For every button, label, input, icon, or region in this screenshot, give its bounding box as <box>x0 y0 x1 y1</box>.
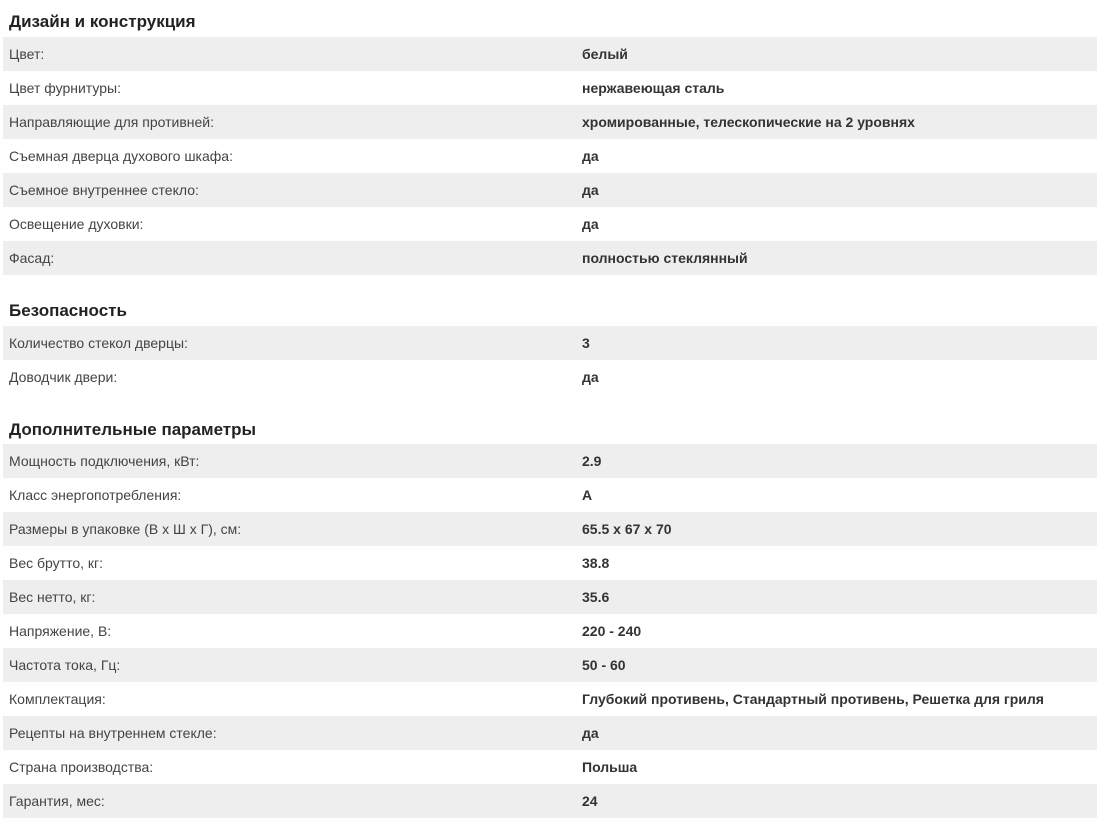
spec-label: Освещение духовки: <box>9 216 144 232</box>
spec-row <box>3 360 1097 394</box>
spec-row <box>3 546 1097 580</box>
spec-value: Глубокий противень, Стандартный противень, Решетка для гриля <box>582 691 1044 707</box>
spec-label: Доводчик двери: <box>9 369 118 385</box>
spec-label: Частота тока, Гц: <box>9 657 121 673</box>
spec-row <box>3 139 1097 173</box>
spec-value: A <box>582 487 593 503</box>
spec-row <box>3 512 1097 546</box>
spec-value: белый <box>582 46 628 62</box>
spec-label: Комплектация: <box>9 691 106 707</box>
spec-row <box>3 580 1097 614</box>
spec-label: Количество стекол дверцы: <box>9 335 188 351</box>
spec-row <box>3 241 1097 275</box>
spec-table-additional <box>3 444 1097 818</box>
spec-row <box>3 326 1097 360</box>
spec-value: Польша <box>582 759 638 775</box>
spec-row <box>3 716 1097 750</box>
spec-value: нержавеющая сталь <box>582 80 725 96</box>
spec-value: 50 - 60 <box>582 657 626 673</box>
spec-row <box>3 750 1097 784</box>
spec-value: 24 <box>582 793 598 809</box>
spec-row <box>3 37 1097 71</box>
spec-value: да <box>582 725 599 741</box>
spec-value: 3 <box>582 335 590 351</box>
section-title-design: Дизайн и конструкция <box>9 12 196 31</box>
spec-row <box>3 71 1097 105</box>
spec-row <box>3 207 1097 241</box>
spec-row <box>3 478 1097 512</box>
spec-label: Вес нетто, кг: <box>9 589 96 605</box>
spec-row <box>3 784 1097 818</box>
spec-row <box>3 682 1097 716</box>
spec-row <box>3 105 1097 139</box>
spec-label: Вес брутто, кг: <box>9 555 104 571</box>
spec-label: Гарантия, мес: <box>9 793 105 809</box>
spec-label: Класс энергопотребления: <box>9 487 182 503</box>
spec-row <box>3 614 1097 648</box>
spec-row <box>3 444 1097 478</box>
spec-value: 65.5 x 67 x 70 <box>582 521 672 537</box>
spec-table-design <box>3 37 1097 275</box>
spec-value: да <box>582 148 599 164</box>
spec-row <box>3 173 1097 207</box>
spec-value: да <box>582 369 599 385</box>
spec-label: Напряжение, В: <box>9 623 112 639</box>
spec-value: 38.8 <box>582 555 610 571</box>
spec-row <box>3 648 1097 682</box>
spec-label: Съемная дверца духового шкафа: <box>9 148 233 164</box>
section-title-safety: Безопасность <box>9 301 127 320</box>
spec-value: 220 - 240 <box>582 623 642 639</box>
spec-label: Съемное внутреннее стекло: <box>9 182 199 198</box>
spec-value: хромированные, телескопические на 2 уровнях <box>582 114 915 130</box>
spec-table-safety <box>3 326 1097 394</box>
spec-value: 35.6 <box>582 589 610 605</box>
spec-value: полностью стеклянный <box>582 250 748 266</box>
spec-label: Страна производства: <box>9 759 154 775</box>
spec-label: Рецепты на внутреннем стекле: <box>9 725 217 741</box>
spec-label: Цвет фурнитуры: <box>9 80 121 96</box>
spec-value: да <box>582 216 599 232</box>
spec-label: Направляющие для противней: <box>9 114 214 130</box>
spec-value: да <box>582 182 599 198</box>
spec-label: Цвет: <box>9 46 45 62</box>
section-title-additional: Дополнительные параметры <box>9 420 257 439</box>
spec-label: Мощность подключения, кВт: <box>9 453 200 469</box>
spec-value: 2.9 <box>582 453 602 469</box>
spec-label: Размеры в упаковке (В х Ш х Г), см: <box>9 521 242 537</box>
spec-label: Фасад: <box>9 250 55 266</box>
